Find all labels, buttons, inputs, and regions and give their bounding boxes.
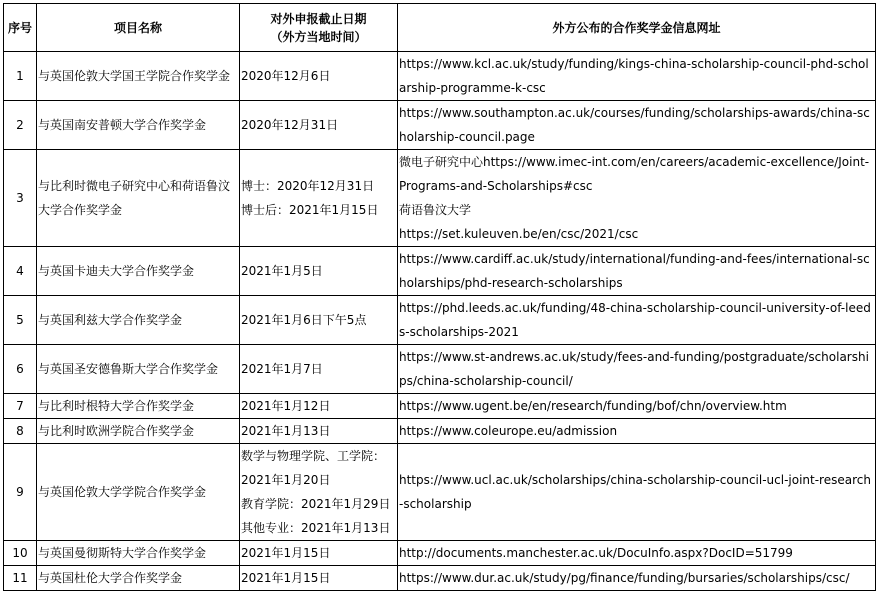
project-name: 与英国伦敦大学国王学院合作奖学金	[37, 52, 240, 101]
header-deadline-label: 对外申报截止日期	[270, 11, 367, 26]
row-number: 2	[4, 101, 37, 150]
info-url-cell	[398, 566, 876, 591]
deadline-line: 2021年1月5日	[241, 264, 323, 278]
deadline-line: 2021年1月20日	[241, 473, 331, 487]
deadline-cell	[240, 101, 398, 150]
header-row	[4, 4, 876, 52]
info-url-line: https://www.ugent.be/en/research/funding/bof/chn/overview.htm	[399, 399, 787, 413]
table-row	[4, 52, 876, 101]
deadline-cell	[240, 247, 398, 296]
table-row	[4, 247, 876, 296]
project-name: 与英国圣安德鲁斯大学合作奖学金	[37, 345, 240, 394]
table-row	[4, 101, 876, 150]
deadline-line: 2021年1月7日	[241, 362, 323, 376]
info-url-line: https://www.cardiff.ac.uk/study/international/funding-and-fees/international-scholarships/phd-research-scholarships	[399, 252, 870, 290]
deadline-cell	[240, 296, 398, 345]
info-url-line: https://set.kuleuven.be/en/csc/2021/csc	[399, 227, 639, 241]
deadline-line: 2021年1月12日	[241, 399, 331, 413]
table-row	[4, 394, 876, 419]
info-url-line: http://documents.manchester.ac.uk/DocuInfo.aspx?DocID=51799	[399, 546, 793, 560]
deadline-cell	[240, 541, 398, 566]
deadline-line: 2020年12月31日	[241, 118, 339, 132]
info-url-line: https://phd.leeds.ac.uk/funding/48-china-scholarship-council-university-of-leeds-scholarships-2021	[399, 301, 871, 339]
row-number: 11	[4, 566, 37, 591]
deadline-cell	[240, 394, 398, 419]
header-deadline	[240, 4, 398, 52]
info-url-line: https://www.dur.ac.uk/study/pg/finance/funding/bursaries/scholarships/csc/	[399, 571, 850, 585]
row-number: 1	[4, 52, 37, 101]
table-row	[4, 541, 876, 566]
deadline-line: 2020年12月6日	[241, 69, 331, 83]
project-name: 与比利时微电子研究中心和荷语鲁汶大学合作奖学金	[37, 150, 240, 247]
info-url-line: 微电子研究中心https://www.imec-int.com/en/careers/academic-excellence/Joint-Programs-and-Scholarships#csc	[399, 155, 870, 193]
info-url-line: https://www.st-andrews.ac.uk/study/fees-and-funding/postgraduate/scholarships/china-scholarship-council/	[399, 350, 869, 388]
info-url-cell	[398, 444, 876, 541]
project-name: 与比利时根特大学合作奖学金	[37, 394, 240, 419]
info-url-cell	[398, 101, 876, 150]
deadline-line: 教育学院：2021年1月29日	[241, 497, 391, 511]
info-url-cell	[398, 247, 876, 296]
info-url-line: 荷语鲁汶大学	[399, 203, 472, 217]
project-name: 与英国南安普顿大学合作奖学金	[37, 101, 240, 150]
deadline-line: 数学与物理学院、工学院：	[241, 449, 386, 463]
info-url-cell	[398, 150, 876, 247]
header-name: 项目名称	[37, 4, 240, 52]
deadline-line: 2021年1月13日	[241, 424, 331, 438]
info-url-cell	[398, 419, 876, 444]
row-number: 8	[4, 419, 37, 444]
project-name: 与英国伦敦大学学院合作奖学金	[37, 444, 240, 541]
project-name: 与英国杜伦大学合作奖学金	[37, 566, 240, 591]
info-url-cell	[398, 541, 876, 566]
table-row	[4, 150, 876, 247]
row-number: 3	[4, 150, 37, 247]
project-name: 与英国利兹大学合作奖学金	[37, 296, 240, 345]
info-url-line: https://www.kcl.ac.uk/study/funding/kings-china-scholarship-council-phd-scholarship-programme-k-csc	[399, 57, 869, 95]
table-row	[4, 345, 876, 394]
row-number: 5	[4, 296, 37, 345]
info-url-line: https://www.coleurope.eu/admission	[399, 424, 618, 438]
info-url-cell	[398, 52, 876, 101]
header-no: 序号	[4, 4, 37, 52]
deadline-line: 2021年1月6日下午5点	[241, 313, 367, 327]
deadline-line: 博士：2020年12月31日	[241, 179, 375, 193]
row-number: 7	[4, 394, 37, 419]
info-url-cell	[398, 394, 876, 419]
scholarship-table	[3, 3, 876, 591]
deadline-line: 博士后：2021年1月15日	[241, 203, 379, 217]
deadline-line: 2021年1月15日	[241, 571, 331, 585]
deadline-cell	[240, 444, 398, 541]
row-number: 4	[4, 247, 37, 296]
deadline-cell	[240, 566, 398, 591]
row-number: 10	[4, 541, 37, 566]
row-number: 6	[4, 345, 37, 394]
table-row	[4, 419, 876, 444]
project-name: 与英国曼彻斯特大学合作奖学金	[37, 541, 240, 566]
info-url-cell	[398, 345, 876, 394]
deadline-line: 其他专业：2021年1月13日	[241, 521, 391, 535]
deadline-line: 2021年1月15日	[241, 546, 331, 560]
row-number: 9	[4, 444, 37, 541]
info-url-cell	[398, 296, 876, 345]
header-url: 外方公布的合作奖学金信息网址	[398, 4, 876, 52]
info-url-line: https://www.ucl.ac.uk/scholarships/china-scholarship-council-ucl-joint-research-scholarship	[399, 473, 871, 511]
info-url-line: https://www.southampton.ac.uk/courses/funding/scholarships-awards/china-scholarship-council.page	[399, 106, 870, 144]
deadline-cell	[240, 52, 398, 101]
table-body	[4, 52, 876, 591]
table-row	[4, 296, 876, 345]
project-name: 与比利时欧洲学院合作奖学金	[37, 419, 240, 444]
header-deadline-sublabel: （外方当地时间）	[270, 29, 367, 44]
table-row	[4, 566, 876, 591]
deadline-cell	[240, 419, 398, 444]
deadline-cell	[240, 150, 398, 247]
deadline-cell	[240, 345, 398, 394]
project-name: 与英国卡迪夫大学合作奖学金	[37, 247, 240, 296]
table-row	[4, 444, 876, 541]
